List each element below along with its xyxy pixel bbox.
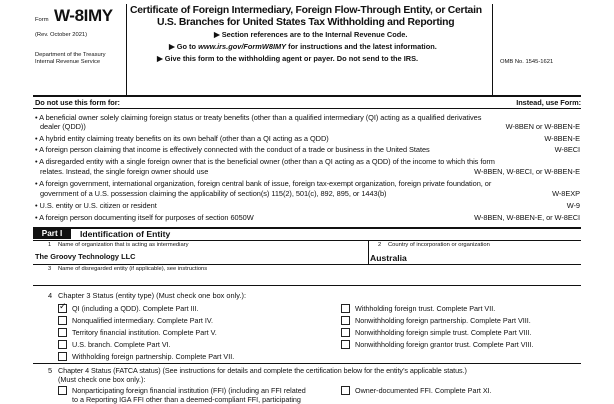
- ch3-label-qi: QI (including a QDD). Complete Part III.: [72, 304, 199, 313]
- use-row-3-form: W-8ECI: [554, 145, 580, 154]
- irs-link[interactable]: www.irs.gov/FormW8IMY: [198, 42, 287, 51]
- ch4-checkbox-nonparticipating-ffi[interactable]: [58, 386, 67, 395]
- use-row-4-text: • A disregarded entity with a single foreign owner that is the beneficial owner (other than a QI acting as a QDD) of the income to which this form: [35, 157, 495, 166]
- ch4-label-owner-documented-ffi: Owner-documented FFI. Complete Part XI.: [355, 386, 492, 395]
- header-right-divider: [492, 4, 493, 95]
- instruction-link-prefix: ▶ Go to: [169, 42, 199, 51]
- ch3-checkbox-nwfp[interactable]: [341, 316, 350, 325]
- use-row-4-text-cont: relates. Instead, the single foreign owner should use: [40, 167, 209, 176]
- line1-number: 1: [48, 242, 52, 248]
- instruction-give-form: ▶ Give this form to the withholding agent or payer. Do not send to the IRS.: [157, 54, 419, 63]
- line3-number: 3: [48, 266, 52, 272]
- line1-organization-name[interactable]: The Groovy Technology LLC: [35, 252, 136, 261]
- use-row-1-text: • A beneficial owner solely claiming foreign status or treaty benefits (other than a qualified intermediary (QI) acting as a qualified derivatives: [35, 113, 482, 122]
- line2-number: 2: [378, 242, 382, 248]
- line5-label-cont: (Must check one box only.):: [58, 375, 146, 384]
- header-bottom-rule: [33, 95, 581, 97]
- line1-label: Name of organization that is acting as intermediary: [58, 242, 189, 248]
- ch3-label-us-branch: U.S. branch. Complete Part VI.: [72, 340, 171, 349]
- ch4-checkbox-owner-documented-ffi[interactable]: [341, 386, 350, 395]
- ch3-label-nwfgt: Nonwithholding foreign grantor trust. Complete Part VIII.: [355, 340, 534, 349]
- do-not-use-heading: Do not use this form for:: [35, 98, 120, 107]
- form-number: W-8IMY: [54, 6, 113, 25]
- use-row-2-form: W-8BEN-E: [544, 134, 580, 143]
- omb-number: OMB No. 1545-1621: [500, 59, 554, 65]
- instruction-irs-link: [169, 42, 437, 51]
- part1-heading-rule: [33, 240, 581, 241]
- line2-country[interactable]: Australia: [370, 253, 407, 263]
- use-row-5-text: • A foreign government, international organization, foreign central bank of issue, foreign tax-exempt organization, foreign private foundation, or: [35, 179, 492, 188]
- part1-title: Identification of Entity: [80, 229, 171, 239]
- ch3-checkbox-qi[interactable]: [58, 301, 67, 313]
- ch4-label-nonparticipating-ffi: Nonparticipating foreign financial institution (FFI) (including an FFI related: [72, 386, 306, 395]
- line3-bottom-rule: [33, 285, 581, 286]
- ch3-label-territory-fi: Territory financial institution. Complete Part V.: [72, 328, 217, 337]
- use-row-2-text: • A hybrid entity claiming treaty benefits on its own behalf (other than a QI acting as a QDD): [35, 134, 329, 143]
- ch3-checkbox-wft[interactable]: [341, 304, 350, 313]
- use-row-3-text: • A foreign person claiming that income is effectively connected with the conduct of a trade or business in the United States: [35, 145, 430, 154]
- header-left-divider: [126, 4, 127, 95]
- line5-label: Chapter 4 Status (FATCA status) (See instructions for details and complete the certification below for the entity’s applicable status.): [58, 366, 467, 375]
- irs-name: Internal Revenue Service: [35, 59, 101, 65]
- ch3-label-nwfst: Nonwithholding foreign simple trust. Complete Part VIII.: [355, 328, 532, 337]
- ch3-checkbox-territory-fi[interactable]: [58, 328, 67, 337]
- ch3-label-wfp: Withholding foreign partnership. Complete Part VII.: [72, 352, 235, 361]
- use-row-6-text: • U.S. entity or U.S. citizen or resident: [35, 201, 157, 210]
- line4-label: Chapter 3 Status (entity type) (Must check one box only.):: [58, 291, 246, 300]
- use-row-5-form: W-8EXP: [552, 189, 580, 198]
- instead-use-heading: Instead, use Form:: [516, 98, 581, 107]
- instruction-link-suffix: for instructions and the latest information.: [286, 42, 437, 51]
- form-revision: (Rev. October 2021): [35, 32, 88, 38]
- department-name: Department of the Treasury: [35, 52, 106, 58]
- checkmark-icon: ✓: [59, 301, 67, 311]
- ch3-label-nqi: Nonqualified intermediary. Complete Part IV.: [72, 316, 214, 325]
- ch3-checkbox-us-branch[interactable]: [58, 340, 67, 349]
- use-row-7-form: W-8BEN, W-8BEN-E, or W-8ECI: [474, 213, 580, 222]
- line4-number: 4: [48, 291, 53, 300]
- use-table-heading-rule: [33, 108, 581, 109]
- line5-number: 5: [48, 366, 53, 375]
- use-row-1-form: W-8BEN or W-8BEN-E: [505, 122, 580, 131]
- ch3-checkbox-nwfgt[interactable]: [341, 340, 350, 349]
- line1-line2-divider: [368, 241, 369, 264]
- ch3-checkbox-nqi[interactable]: [58, 316, 67, 325]
- use-row-5-text-cont: government of a U.S. possession claiming the applicability of section(s) 115(2), 501(c), 892, 895, or 1443(b): [40, 189, 387, 198]
- ch4-label-nonparticipating-ffi-cont: to a Reporting IGA FFI other than a deemed-compliant FFI, participating: [72, 395, 301, 404]
- ch3-label-wft: Withholding foreign trust. Complete Part VII.: [355, 304, 496, 313]
- line4-bottom-rule: [33, 363, 581, 364]
- ch3-checkbox-nwfst[interactable]: [341, 328, 350, 337]
- part1-tag: Part I: [33, 229, 71, 239]
- line2-label: Country of incorporation or organization: [388, 242, 490, 248]
- use-row-6-form: W-9: [566, 201, 580, 210]
- ch3-label-nwfp: Nonwithholding foreign partnership. Complete Part VIII.: [355, 316, 531, 325]
- instruction-code-reference: ▶ Section references are to the Internal Revenue Code.: [214, 30, 408, 39]
- form-title-line1: Certificate of Foreign Intermediary, Foreign Flow-Through Entity, or Certain: [130, 5, 482, 16]
- form-label: Form: [35, 17, 49, 23]
- line1-bottom-rule: [33, 264, 581, 265]
- line3-label: Name of disregarded entity (if applicable), see instructions: [58, 266, 208, 272]
- form-title-line2: U.S. Branches for United States Tax Withholding and Reporting: [157, 17, 455, 28]
- use-row-7-text: • A foreign person documenting itself for purposes of section 6050W: [35, 213, 254, 222]
- use-row-4-form: W-8BEN, W-8ECI, or W-8BEN-E: [474, 167, 580, 176]
- use-row-1-text-cont: dealer (QDD)): [40, 122, 86, 131]
- ch3-checkbox-wfp[interactable]: [58, 352, 67, 361]
